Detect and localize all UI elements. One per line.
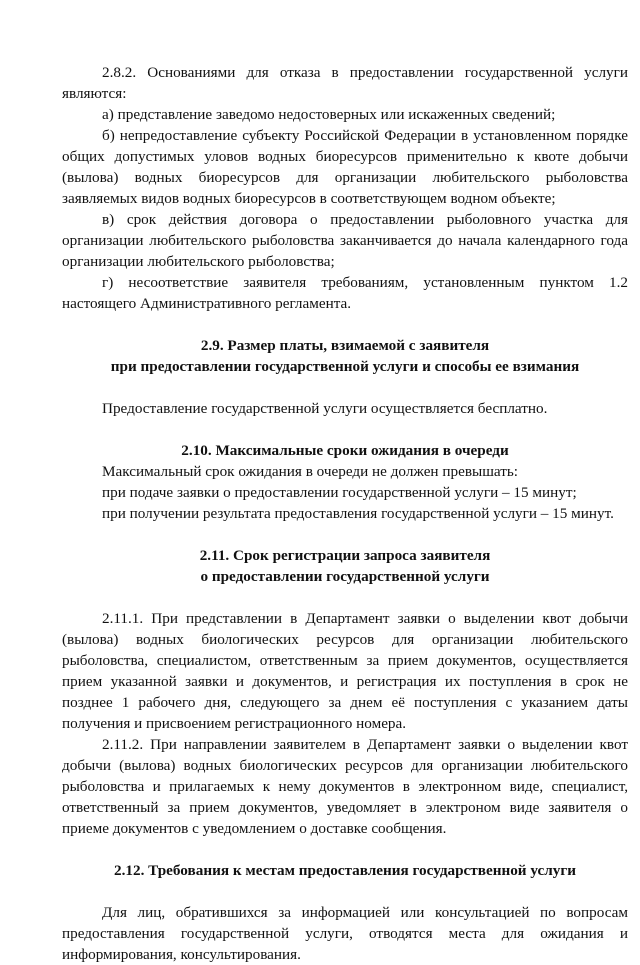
paragraph-2-10-3: при получении результата предоставления государственной услуги – 15 минут. — [102, 505, 614, 522]
list-item-a: а) представление заведомо недостоверных или искаженных сведений; — [102, 106, 556, 123]
section-heading-2-9-line1: 2.9. Размер платы, взимаемой с заявителя — [200, 337, 490, 354]
paragraph-2-11-1: 2.11.1. При представлении в Департамент заявки о выделении квот добычи (вылова) водных биологических ресурсов для организации любительского рыболовства, специалистом, ответственным за прием документов, осуществляется прием указанной заявки и документов, и регистрация их поступления в срок не позднее 1 рабочего дня, следующего за днем её поступления с указанием даты получения и присвоением регистрационного номера. — [62, 610, 628, 732]
list-item-g: г) несоответствие заявителя требованиям, установленным пунктом 1.2 настоящего Административного регламента. — [62, 274, 628, 312]
section-heading-2-12: 2.12. Требования к местам предоставления государственной услуги — [114, 862, 576, 879]
section-heading-2-9-line2: при предоставлении государственной услуги и способы ее взимания — [110, 358, 580, 375]
paragraph-2-10-2: при подаче заявки о предоставлении государственной услуги – 15 минут; — [102, 484, 577, 501]
list-item-b: б) непредоставление субъекту Российской Федерации в установленном порядке общих допустимых уловов водных биоресурсов применительно к квоте добычи (вылова) водных биоресурсов для организации любительского рыболовства заявляемых видов водных биоресурсов в соответствующем водном объекте; — [62, 127, 628, 207]
paragraph-2-10-1: Максимальный срок ожидания в очереди не должен превышать: — [102, 463, 519, 480]
paragraph-2-12: Для лиц, обратившихся за информацией или консультацией по вопросам предоставления государственной услуги, отводятся места для ожидания и информирования, консультирования. — [62, 904, 628, 963]
section-heading-2-10: 2.10. Максимальные сроки ожидания в очереди — [181, 442, 509, 459]
section-heading-2-11-line2: о предоставлении государственной услуги — [200, 568, 490, 585]
list-item-v: в) срок действия договора о предоставлении рыболовного участка для организации любительского рыболовства заканчивается до начала календарного года организации любительского рыболовства; — [62, 211, 628, 270]
section-heading-2-11-line1: 2.11. Срок регистрации запроса заявителя — [199, 547, 491, 564]
paragraph-2-8-2-intro: 2.8.2. Основаниями для отказа в предоставлении государственной услуги являются: — [62, 64, 628, 102]
paragraph-2-11-2: 2.11.2. При направлении заявителем в Департамент заявки о выделении квот добычи (вылова) водных биологических ресурсов для организации любительского рыболовства и прилагаемых к нему документов в электронном виде, специалист, ответственный за прием документов, уведомляет в электроном виде заявителя о приеме документов с уведомлением о доставке сообщения. — [62, 736, 628, 837]
document-page — [62, 62, 628, 965]
paragraph-2-9: Предоставление государственной услуги осуществляется бесплатно. — [102, 400, 548, 417]
